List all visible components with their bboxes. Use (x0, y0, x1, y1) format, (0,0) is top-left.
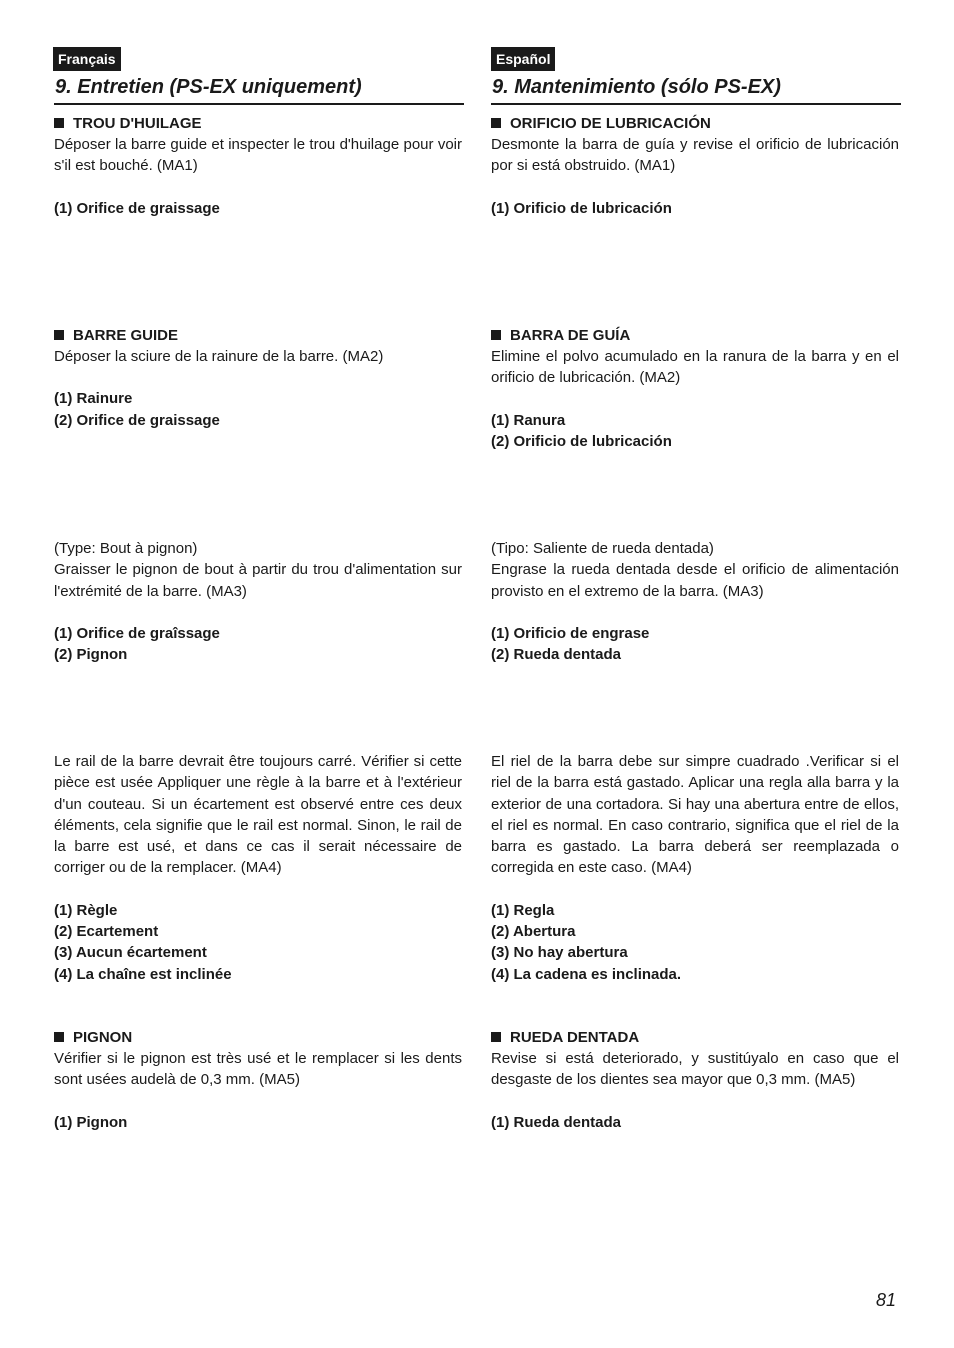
square-bullet-icon (54, 118, 64, 128)
figure-label: (3) Aucun écartement (54, 944, 207, 962)
section-text: Graisser le pignon de bout à partir du trou d'alimentation sur l'extrémité de la barre. (MA3) (54, 561, 462, 600)
section-text: Vérifier si le pignon est très usé et le remplacer si les dents sont usées audelà de 0,3 mm. (MA5) (54, 1050, 462, 1089)
type-line: (Type: Bout à pignon) (54, 540, 198, 557)
figure-label: (4) La cadena es inclinada. (491, 965, 682, 983)
figure-labels (54, 388, 462, 431)
figure-label: (1) Ranura (491, 411, 566, 429)
bar-rail-section-spanish (491, 751, 899, 985)
title-divider-french (54, 103, 464, 105)
type-line: (Tipo: Saliente de rueda dentada) (491, 540, 714, 557)
figure-label: (1) Rueda dentada (491, 1113, 622, 1131)
section-text: Déposer la sciure de la rainure de la barre. (MA2) (54, 348, 384, 365)
square-bullet-icon (54, 1032, 64, 1042)
section-text: El riel de la barra debe sur simpre cuadrado .Verificar si el riel de la barra está gastado. Aplicar una regla alla barra y la exterior de una cortadora. Si hay una abertura entre de ellos, el riel es normal. En caso contrario, significa que el riel de la barra es gastado. La barra deberá ser reemplazada o corregida en este caso. (MA4) (491, 753, 899, 877)
figure-labels (54, 900, 462, 985)
figure-label: (2) Rueda dentada (491, 646, 622, 664)
section-text: Déposer la barre guide et inspecter le trou d'huilage pour voir s'il est bouché. (MA1) (54, 136, 462, 175)
figure-label: (1) Rainure (54, 390, 133, 408)
title-divider-spanish (491, 103, 901, 105)
section-heading: ORIFICIO DE LUBRICACIÓN (491, 113, 899, 134)
figure-labels (491, 1112, 899, 1133)
guide-bar-section-spanish (491, 325, 899, 452)
section-heading: BARRE GUIDE (54, 325, 462, 346)
language-tab-french: Français (53, 47, 121, 71)
figure-labels (491, 900, 899, 985)
square-bullet-icon (491, 118, 501, 128)
figure-labels (491, 198, 899, 219)
figure-label: (1) Pignon (54, 1113, 128, 1131)
language-tab-spanish: Español (491, 47, 555, 71)
figure-labels (54, 623, 462, 666)
figure-label: (2) Abertura (491, 923, 576, 941)
section-heading: BARRA DE GUÍA (491, 325, 899, 346)
figure-labels (54, 1112, 462, 1133)
section-text: Elimine el polvo acumulado en la ranura de la barra y en el orificio de lubricación. (MA2) (491, 348, 899, 387)
figure-label: (1) Orificio de lubricación (491, 199, 672, 217)
sprocket-nose-section-spanish (491, 538, 899, 665)
figure-labels (491, 623, 899, 666)
section-heading: PIGNON (54, 1027, 462, 1048)
section-text: Le rail de la barre devrait être toujours carré. Vérifier si cette pièce est usée Appliquer une règle à la barre et à l'extérieur d'un couteau. Si un écartement est observé entre ces deux éléments, cela signifie que le rail est normal. Sinon, le rail de la barre est usé, et dans ce cas il serait nécessaire de corriger ou de la remplacer. (MA4) (54, 753, 462, 877)
figure-label: (2) Orifice de graissage (54, 411, 220, 429)
section-heading: RUEDA DENTADA (491, 1027, 899, 1048)
figure-labels (491, 410, 899, 453)
figure-label: (2) Pignon (54, 646, 128, 664)
page-number: 81 (876, 1290, 897, 1310)
square-bullet-icon (54, 330, 64, 340)
sprocket-nose-section-french (54, 538, 462, 665)
section-title-spanish: 9. Mantenimiento (sólo PS-EX) (492, 76, 781, 98)
figure-label: (1) Regla (491, 901, 555, 919)
oil-hole-section-french (54, 113, 462, 219)
figure-label: (1) Règle (54, 901, 118, 919)
guide-bar-section-french (54, 325, 462, 431)
section-heading: TROU D'HUILAGE (54, 113, 462, 134)
section-text: Revise si está deteriorado, y sustitúyalo en caso que el desgaste de los dientes sea mayor que 0,3 mm. (MA5) (491, 1050, 899, 1089)
square-bullet-icon (491, 330, 501, 340)
sprocket-section-french (54, 1027, 462, 1133)
figure-label: (2) Orificio de lubricación (491, 432, 672, 450)
section-title-french: 9. Entretien (PS-EX uniquement) (55, 76, 362, 98)
section-text: Desmonte la barra de guía y revise el orificio de lubricación por si está obstruido. (MA1) (491, 136, 899, 175)
figure-label: (1) Orifice de graîssage (54, 624, 220, 642)
figure-label: (1) Orificio de engrase (491, 624, 650, 642)
figure-label: (1) Orifice de graissage (54, 199, 220, 217)
bar-rail-section-french (54, 751, 462, 985)
figure-label: (2) Ecartement (54, 923, 159, 941)
oil-hole-section-spanish (491, 113, 899, 219)
figure-label: (4) La chaîne est inclinée (54, 965, 232, 983)
sprocket-section-spanish (491, 1027, 899, 1133)
figure-label: (3) No hay abertura (491, 944, 628, 962)
figure-labels (54, 198, 462, 219)
square-bullet-icon (491, 1032, 501, 1042)
section-text: Engrase la rueda dentada desde el orificio de alimentación provisto en el extremo de la barra. (MA3) (491, 561, 899, 600)
